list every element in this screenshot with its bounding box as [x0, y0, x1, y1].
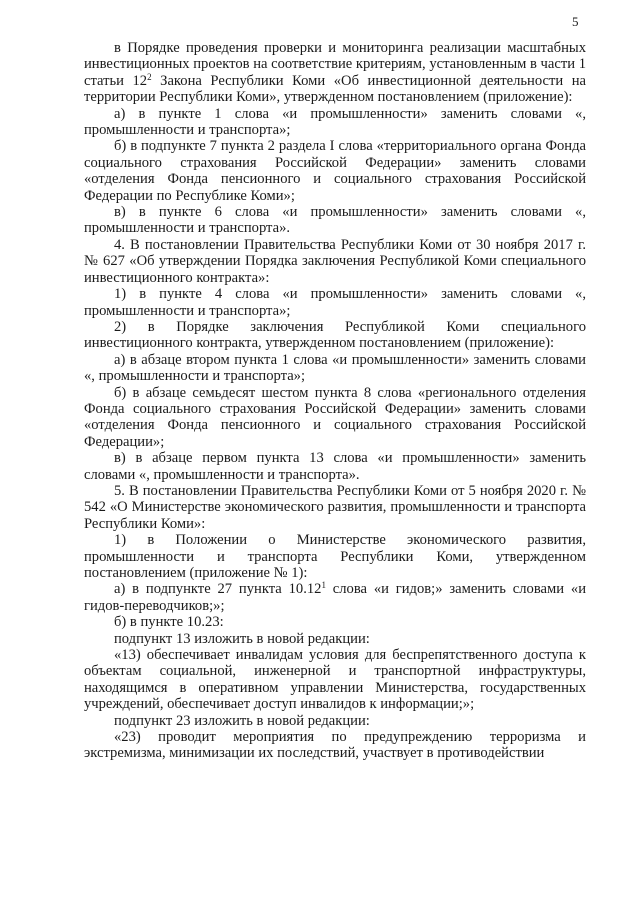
text-run: подпункт 23 изложить в новой редакции:: [114, 712, 370, 729]
document-body: [84, 40, 586, 762]
page-number: 5: [572, 14, 579, 29]
text-run: 5. В постановлении Правительства Республики Коми от 5 ноября 2020 г. № 542 «О Министерстве экономического развития, промышленности и транспорта Республики Коми»:: [84, 482, 586, 532]
paragraph-p13: [84, 581, 586, 614]
paragraph-p12: [84, 532, 586, 581]
text-run: а) в пункте 1 слова «и промышленности» заменить словами «, промышленности и транспорта»;: [84, 105, 586, 139]
text-run: б) в абзаце семьдесят шестом пункта 8 слова «регионального отделения Фонда социального страхования Российской Федерации» заменить словами «отделения Фонда пенсионного и социального страхования Российской Федерации»;: [84, 384, 586, 450]
text-run: в) в пункте 6 слова «и промышленности» заменить словами «, промышленности и транспорта».: [84, 204, 586, 237]
text-run: а) в абзаце втором пункта 1 слова «и промышленности» заменить словами «, промышленности и транспорта»;: [84, 351, 586, 385]
text-run: 1) в Положении о Министерстве экономического развития, промышленности и транспорта Республики Коми, утвержденном постановлением (приложение № 1):: [84, 532, 586, 581]
text-run: б) в подпункте 7 пункта 2 раздела I слова «территориального органа Фонда социального страхования Российской Федерации» заменить словами «отделения Фонда пенсионного и социального страхования Российской Федерации по Республике Коми»;: [84, 138, 586, 204]
paragraph-p04: [84, 204, 586, 237]
text-run: «13) обеспечивает инвалидам условия для беспрепятственного доступа к объектам социальной, инженерной и транспортной инфраструктуры, находящимся в оперативном управлении Министерства, государственных учреждений, обеспечивает доступ инвалидов к информации;»;: [84, 647, 586, 713]
paragraph-p07: [84, 319, 586, 352]
text-run: 2) в Порядке заключения Республикой Коми специального инвестиционного контракта, утвержденном постановлением (приложение):: [84, 318, 586, 352]
paragraph-p01: [84, 40, 586, 106]
text-run: в) в абзаце первом пункта 13 слова «и промышленности» заменить словами «, промышленности и транспорта».: [84, 450, 586, 483]
text-run: «23) проводит мероприятия по предупреждению терроризма и экстремизма, минимизации их последствий, участвует в противодействии: [84, 729, 586, 762]
superscript: 1: [321, 580, 326, 591]
paragraph-p14: [84, 614, 586, 630]
text-run: а) в подпункте 27 пункта 10.12: [114, 581, 322, 598]
paragraph-p10: [84, 450, 586, 483]
text-run: б) в пункте 10.23:: [114, 614, 224, 631]
text-run: подпункт 13 изложить в новой редакции:: [114, 630, 370, 647]
paragraph-p18: [84, 729, 586, 762]
superscript: 2: [147, 71, 152, 82]
paragraph-p06: [84, 286, 586, 319]
paragraph-p15: [84, 631, 586, 647]
text-run: в Порядке проведения проверки и мониторинга реализации масштабных инвестиционных проектов на соответствие критериям, установленным в части 1 статьи 12: [84, 40, 586, 89]
paragraph-p17: [84, 713, 586, 729]
paragraph-p02: [84, 106, 586, 139]
paragraph-p16: [84, 647, 586, 713]
text-run: Закона Республики Коми «Об инвестиционной деятельности на территории Республики Коми», утвержденном постановлением (приложение):: [84, 72, 586, 106]
text-run: 1) в пункте 4 слова «и промышленности» заменить словами «, промышленности и транспорта»;: [84, 286, 586, 319]
paragraph-p11: [84, 483, 586, 532]
text-run: слова «и гидов;» заменить словами «и гидов-переводчиков;»;: [84, 581, 587, 614]
text-run: 4. В постановлении Правительства Республики Коми от 30 ноября 2017 г. № 627 «Об утверждении Порядка заключения Республикой Коми специального инвестиционного контракта»:: [84, 236, 586, 286]
paragraph-p03: [84, 138, 586, 204]
paragraph-p05: [84, 237, 586, 286]
paragraph-p09: [84, 385, 586, 451]
paragraph-p08: [84, 352, 586, 385]
